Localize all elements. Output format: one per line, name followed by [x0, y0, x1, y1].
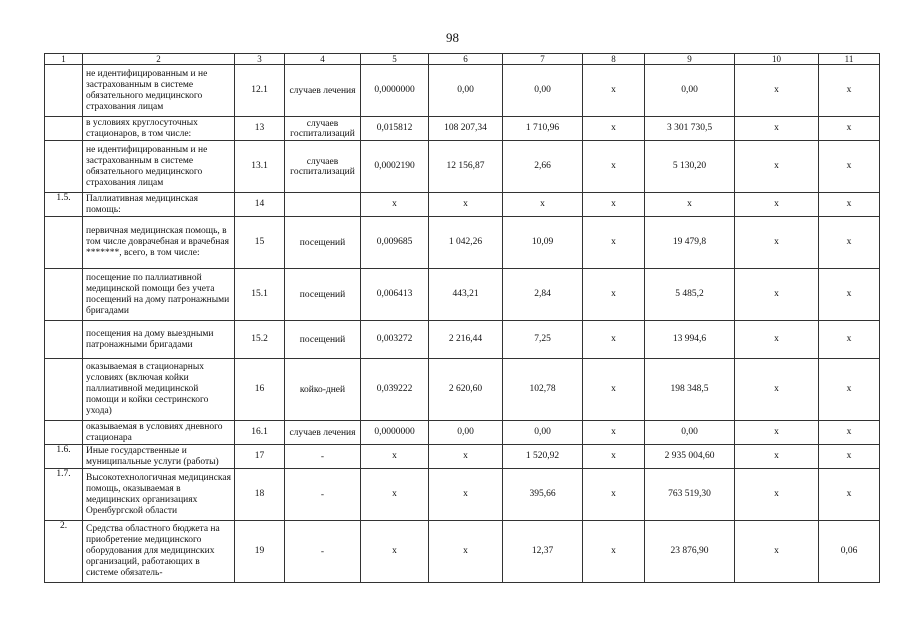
cell-v7: 1 520,92 [503, 445, 583, 469]
page-number: 98 [446, 30, 459, 45]
cell-v8: х [583, 117, 645, 141]
cell-v8: х [583, 321, 645, 359]
cell-v9: 0,00 [645, 421, 735, 445]
cell-v5: 0,009685 [361, 217, 429, 269]
header-col-3: 3 [235, 54, 285, 65]
cell-name: не идентифицированным и не застрахованным в системе обязательного медицинского страхования лицам [83, 141, 235, 193]
cell-n: 13.1 [235, 141, 285, 193]
cell-name: оказываемая в условиях дневного стационара [83, 421, 235, 445]
cell-name: первичная медицинская помощь, в том числе доврачебная и врачебная *******, всего, в том числе: [83, 217, 235, 269]
table-row [45, 469, 880, 521]
cell-v11: 0,06 [819, 521, 880, 583]
cell-v9: 3 301 730,5 [645, 117, 735, 141]
cell-v11: х [819, 321, 880, 359]
cell-v10: х [735, 445, 819, 469]
cell-v7: 10,09 [503, 217, 583, 269]
cell-v8: х [583, 469, 645, 521]
cell-v7: 12,37 [503, 521, 583, 583]
cell-v5: 0,0000000 [361, 65, 429, 117]
cell-v10: х [735, 217, 819, 269]
table-row [45, 321, 880, 359]
table-row [45, 421, 880, 445]
cell-v9: 23 876,90 [645, 521, 735, 583]
cell-v10: х [735, 65, 819, 117]
cell-v8: х [583, 269, 645, 321]
cell-c1: 1.5. [45, 193, 83, 217]
header-col-11: 11 [819, 54, 880, 65]
cell-v6: 1 042,26 [429, 217, 503, 269]
cell-v7: 0,00 [503, 65, 583, 117]
cell-v8: х [583, 141, 645, 193]
cell-v9: 198 348,5 [645, 359, 735, 421]
cell-v10: х [735, 269, 819, 321]
cell-n: 17 [235, 445, 285, 469]
cell-unit: случаев лечения [285, 421, 361, 445]
cell-c1 [45, 141, 83, 193]
cell-v9: х [645, 193, 735, 217]
data-table [44, 53, 880, 583]
cell-c1: 1.6. [45, 445, 83, 469]
cell-name: Иные государственные и муниципальные услуги (работы) [83, 445, 235, 469]
table-row [45, 521, 880, 583]
cell-v6: х [429, 521, 503, 583]
cell-v8: х [583, 421, 645, 445]
cell-c1 [45, 321, 83, 359]
cell-v11: х [819, 193, 880, 217]
cell-v9: 2 935 004,60 [645, 445, 735, 469]
cell-v10: х [735, 359, 819, 421]
cell-v5: х [361, 445, 429, 469]
header-col-10: 10 [735, 54, 819, 65]
cell-v10: х [735, 469, 819, 521]
cell-c1 [45, 421, 83, 445]
header-col-6: 6 [429, 54, 503, 65]
header-col-1: 1 [45, 54, 83, 65]
cell-c1: 1.7. [45, 469, 83, 521]
cell-n: 12.1 [235, 65, 285, 117]
cell-n: 18 [235, 469, 285, 521]
table-row [45, 141, 880, 193]
cell-v5: х [361, 521, 429, 583]
cell-v8: х [583, 521, 645, 583]
table-row [45, 217, 880, 269]
cell-v7: 395,66 [503, 469, 583, 521]
cell-n: 14 [235, 193, 285, 217]
cell-v11: х [819, 359, 880, 421]
cell-v7: 7,25 [503, 321, 583, 359]
cell-unit: посещений [285, 217, 361, 269]
cell-v8: х [583, 217, 645, 269]
cell-v5: 0,003272 [361, 321, 429, 359]
cell-n: 15 [235, 217, 285, 269]
cell-v10: х [735, 521, 819, 583]
header-col-7: 7 [503, 54, 583, 65]
cell-v5: х [361, 193, 429, 217]
cell-name: Высокотехнологичная медицинская помощь, оказываемая в медицинских организациях Оренбургской области [83, 469, 235, 521]
header-row [45, 54, 880, 65]
cell-unit: случаев лечения [285, 65, 361, 117]
cell-name: посещения на дому выездными патронажными бригадами [83, 321, 235, 359]
cell-v10: х [735, 421, 819, 445]
cell-unit: - [285, 521, 361, 583]
cell-n: 16 [235, 359, 285, 421]
cell-v11: х [819, 421, 880, 445]
cell-v9: 0,00 [645, 65, 735, 117]
table-row [45, 359, 880, 421]
cell-v10: х [735, 193, 819, 217]
cell-v9: 5 130,20 [645, 141, 735, 193]
cell-v11: х [819, 269, 880, 321]
cell-v5: 0,0002190 [361, 141, 429, 193]
cell-v5: х [361, 469, 429, 521]
cell-v10: х [735, 321, 819, 359]
cell-v11: х [819, 217, 880, 269]
cell-unit: - [285, 469, 361, 521]
cell-unit [285, 193, 361, 217]
cell-v7: х [503, 193, 583, 217]
cell-c1 [45, 65, 83, 117]
cell-unit: случаев госпитализаций [285, 141, 361, 193]
header-col-5: 5 [361, 54, 429, 65]
cell-name: посещение по паллиативной медицинской помощи без учета посещений на дому патронажными бригадами [83, 269, 235, 321]
cell-v6: 2 216,44 [429, 321, 503, 359]
cell-c1 [45, 117, 83, 141]
cell-v10: х [735, 141, 819, 193]
cell-v6: 0,00 [429, 65, 503, 117]
cell-v6: 443,21 [429, 269, 503, 321]
cell-v10: х [735, 117, 819, 141]
cell-n: 16.1 [235, 421, 285, 445]
cell-v9: 5 485,2 [645, 269, 735, 321]
cell-name: не идентифицированным и не застрахованным в системе обязательного медицинского страхования лицам [83, 65, 235, 117]
cell-name: оказываемая в стационарных условиях (включая койки паллиативной медицинской помощи и койки сестринского ухода) [83, 359, 235, 421]
cell-v9: 13 994,6 [645, 321, 735, 359]
cell-v8: х [583, 445, 645, 469]
cell-n: 15.2 [235, 321, 285, 359]
cell-unit: посещений [285, 321, 361, 359]
cell-v6: х [429, 445, 503, 469]
header-col-2: 2 [83, 54, 235, 65]
cell-v7: 102,78 [503, 359, 583, 421]
cell-v9: 19 479,8 [645, 217, 735, 269]
cell-v6: х [429, 193, 503, 217]
cell-v7: 1 710,96 [503, 117, 583, 141]
cell-v11: х [819, 469, 880, 521]
table-row [45, 117, 880, 141]
header-col-8: 8 [583, 54, 645, 65]
cell-v7: 2,84 [503, 269, 583, 321]
cell-v6: х [429, 469, 503, 521]
cell-v8: х [583, 359, 645, 421]
cell-name: Паллиативная медицинская помощь: [83, 193, 235, 217]
cell-v5: 0,039222 [361, 359, 429, 421]
cell-v6: 0,00 [429, 421, 503, 445]
cell-v5: 0,015812 [361, 117, 429, 141]
cell-c1 [45, 359, 83, 421]
cell-n: 19 [235, 521, 285, 583]
cell-c1: 2. [45, 521, 83, 583]
cell-unit: случаев госпитализаций [285, 117, 361, 141]
cell-c1 [45, 269, 83, 321]
table-row [45, 445, 880, 469]
cell-name: Средства областного бюджета на приобретение медицинского оборудования для медицинских организаций, работающих в системе обязатель- [83, 521, 235, 583]
table-row [45, 65, 880, 117]
cell-v6: 2 620,60 [429, 359, 503, 421]
cell-v8: х [583, 193, 645, 217]
table-row [45, 269, 880, 321]
cell-v11: х [819, 65, 880, 117]
cell-unit: посещений [285, 269, 361, 321]
cell-unit: - [285, 445, 361, 469]
cell-v6: 12 156,87 [429, 141, 503, 193]
cell-unit: койко-дней [285, 359, 361, 421]
cell-v7: 0,00 [503, 421, 583, 445]
header-col-9: 9 [645, 54, 735, 65]
header-col-4: 4 [285, 54, 361, 65]
cell-v11: х [819, 117, 880, 141]
cell-v8: х [583, 65, 645, 117]
cell-c1 [45, 217, 83, 269]
cell-v5: 0,006413 [361, 269, 429, 321]
cell-v6: 108 207,34 [429, 117, 503, 141]
cell-n: 15.1 [235, 269, 285, 321]
cell-n: 13 [235, 117, 285, 141]
cell-v5: 0,0000000 [361, 421, 429, 445]
table-row [45, 193, 880, 217]
cell-v11: х [819, 445, 880, 469]
cell-name: в условиях круглосуточных стационаров, в том числе: [83, 117, 235, 141]
cell-v7: 2,66 [503, 141, 583, 193]
cell-v11: х [819, 141, 880, 193]
cell-v9: 763 519,30 [645, 469, 735, 521]
